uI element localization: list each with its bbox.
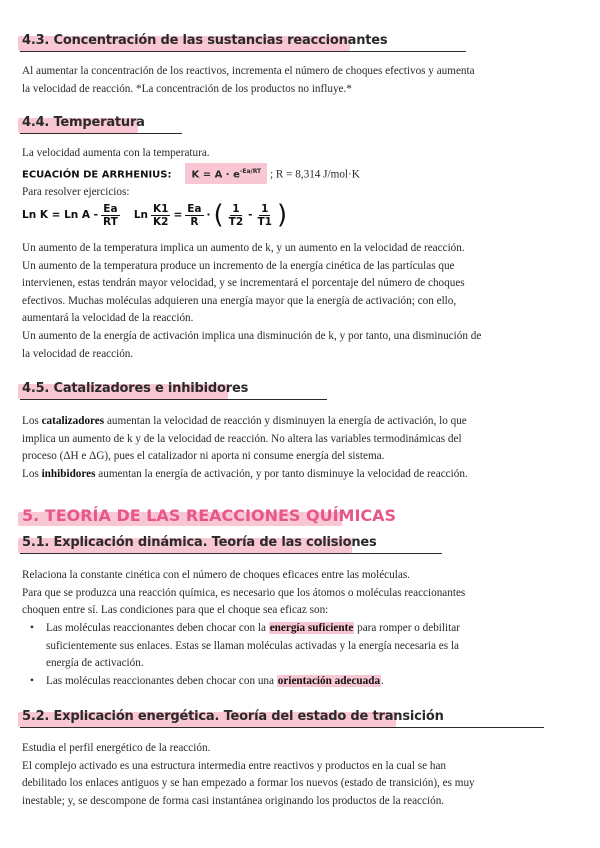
arrhenius-line: ECUACIÓN DE ARRHENIUS: $K = A \cdot e^{-Ea/RT}$ ; R = 8,314 J/mol·K <box>22 163 582 184</box>
fraction-1-t1: $\frac{1}{T1}$ <box>257 202 272 228</box>
paragraph-5-1: Relaciona la constante cinética con el número de choques eficaces entre las moléculas. Para que se produzca una reacción química, es necesario que los átomos o moléculas reaccionantes choquen entre sí. Las condiciones para que el choque sea eficaz son: <box>22 569 466 617</box>
heading-4-4: 4.4. Temperatura <box>22 115 145 130</box>
heading-5-2: 5.2. Explicación energética. Teoría del estado de transición <box>22 709 444 724</box>
fraction-ea-r: $\frac{Ea}{R}$ <box>187 202 202 228</box>
list-item: • Las moléculas reaccionantes deben chocar con una orientación adecuada. <box>22 673 582 691</box>
heading-4-3: 4.3. Concentración de las sustancias reaccionantes <box>22 33 387 48</box>
fraction-ea-rt: $\frac{Ea}{RT}$ <box>103 202 118 228</box>
list-item: • Las moléculas reaccionantes deben chocar con la energía suficiente para romper o debilitar suficientemente sus enlaces. Estas se llaman moléculas activadas y la energía necesaria es la energía de activación. <box>30 622 460 670</box>
bullet-icon: • <box>30 674 34 687</box>
arrhenius-formulas: Ln K = Ln A - $\frac{Ea}{RT}$ Ln $\frac{K1}{K2}$ = $\frac{Ea}{R}$ · ( $\frac{1}{T2}$ - $\frac{1}{T1}$ ) <box>22 200 288 230</box>
paragraph-5-2: Estudia el perfil energético de la reacción. El complejo activado es una estructura intermedia entre reactivos y productos en la cual se han debilitado los enlaces antiguos y se han empezado a formar los nuevos (estado de transición), es muy inestable; y, se descompone de forma casi instantánea originando los productos de la reacción. <box>22 742 475 807</box>
paragraph-4-4-body: Un aumento de la temperatura implica un aumento de k, y un aumento en la velocidad de reacción. Un aumento de la temperatura produce un incremento de la energía cinética de las partículas que intervienen, estas tendrán mayor velocidad, y se incrementará el porcentaje del número de choques efectivos. Muchas moléculas adquieren una energía mayor que la energía de activación; con ello, aumentará la velocidad de la reacción. Un aumento de la energía de activación implica una disminución de k, y por tanto, una disminución de la velocidad de reacción. <box>22 242 482 360</box>
heading-5-1: 5.1. Explicación dinámica. Teoría de las colisiones <box>22 535 377 550</box>
arrhenius-equation: $K = A \cdot e^{-Ea/RT}$ <box>185 163 267 184</box>
fraction-k1-k2: $\frac{K1}{K2}$ <box>152 202 169 228</box>
paragraph-4-5: Los catalizadores aumentan la velocidad de reacción y disminuyen la energía de activación, lo que implica un aumento de k y de la velocidad de reacción. No altera las variables termodinámicas del proceso (ΔH e ΔG), pues el catalizador ni aporta ni consume energía del sistema. Los inhibidores aumentan la energía de activación, y por tanto disminuye la velocidad de reacción. <box>22 415 468 480</box>
fraction-1-t2: $\frac{1}{T2}$ <box>228 202 244 228</box>
heading-5: 5. TEORÍA DE LAS REACCIONES QUÍMICAS <box>22 506 396 525</box>
paragraph-4-4-intro: La velocidad aumenta con la temperatura. ECUACIÓN DE ARRHENIUS: $K = A \cdot e^{-Ea/RT}$ ; R = 8,314 J/mol·K Para resolver ejercicios: <box>22 145 582 201</box>
conditions-list <box>22 620 582 690</box>
bullet-icon: • <box>30 622 34 634</box>
paragraph-4-3: Al aumentar la concentración de los reactivos, incrementa el número de choques efectivos y aumenta la velocidad de reacción. *La concentración de los productos no influye.* <box>22 65 475 95</box>
heading-4-5: 4.5. Catalizadores e inhibidores <box>22 381 248 396</box>
